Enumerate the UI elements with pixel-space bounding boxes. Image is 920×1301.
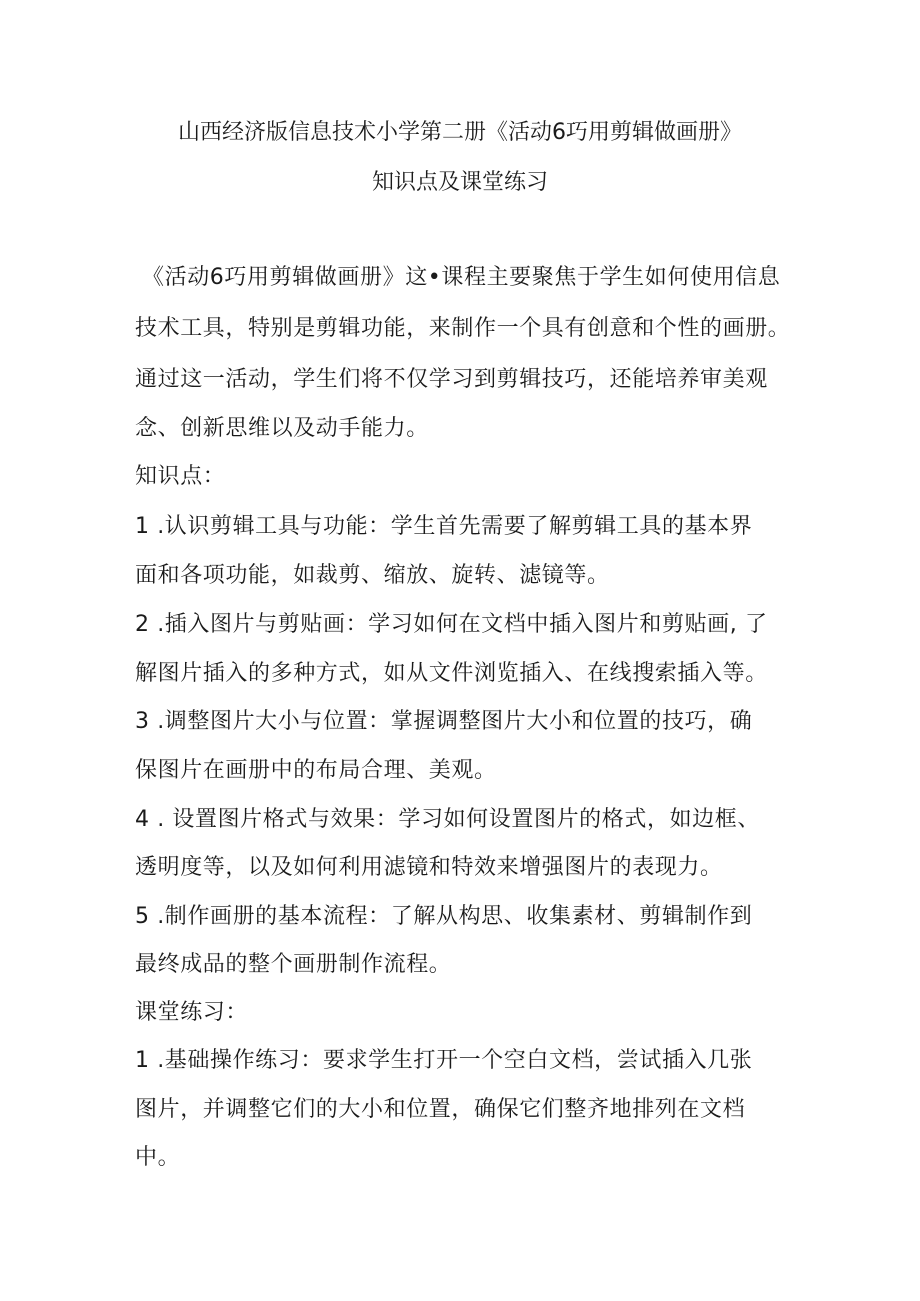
intro-line: 技术工具，特别是剪辑功能，来制作一个具有创意和个性的画册。	[135, 316, 791, 341]
knowledge-heading: 知识点：	[135, 464, 226, 489]
knowledge-point-1-cont: 面和各项功能，如裁剪、缩放、旋转、滤镜等。	[135, 563, 610, 588]
knowledge-point-5: 5 .制作画册的基本流程：了解从构思、收集素材、剪辑制作到	[135, 904, 753, 929]
document-title: 山西经济版信息技术小学第二册《活动6巧用剪辑做画册》	[178, 120, 742, 145]
exercise-heading: 课堂练习：	[135, 1000, 249, 1025]
exercise-1-cont: 图片，并调整它们的大小和位置，确保它们整齐地排列在文档	[135, 1097, 746, 1122]
intro-line: 《活动6巧用剪辑做画册》这•课程主要聚焦于学生如何使用信息	[142, 265, 781, 290]
knowledge-point-4: 4 . 设置图片格式与效果：学习如何设置图片的格式，如边框、	[135, 807, 760, 832]
knowledge-point-3: 3 .调整图片大小与位置：掌握调整图片大小和位置的技巧，确	[135, 709, 753, 734]
exercise-1: 1 .基础操作练习：要求学生打开一个空白文档，尝试插入几张	[135, 1048, 753, 1073]
knowledge-point-1: 1 .认识剪辑工具与功能：学生首先需要了解剪辑工具的基本界	[135, 514, 753, 539]
document-subtitle: 知识点及课堂练习	[371, 170, 548, 195]
knowledge-point-5-cont: 最终成品的整个画册制作流程。	[135, 952, 452, 977]
knowledge-point-2-cont: 解图片插入的多种方式，如从文件浏览插入、在线搜索插入等。	[135, 661, 768, 686]
intro-line: 念、创新思维以及动手能力。	[135, 416, 429, 441]
knowledge-point-2: 2 .插入图片与剪贴画：学习如何在文档中插入图片和剪贴画, 了	[135, 612, 768, 637]
knowledge-point-4-cont: 透明度等，以及如何利用滤镜和特效来增强图片的表现力。	[135, 855, 723, 880]
exercise-1-cont: 中。	[135, 1145, 181, 1170]
knowledge-point-3-cont: 保图片在画册中的布局合理、美观。	[135, 758, 497, 783]
intro-line: 通过这一活动，学生们将不仅学习到剪辑技巧，还能培养审美观	[135, 367, 768, 392]
